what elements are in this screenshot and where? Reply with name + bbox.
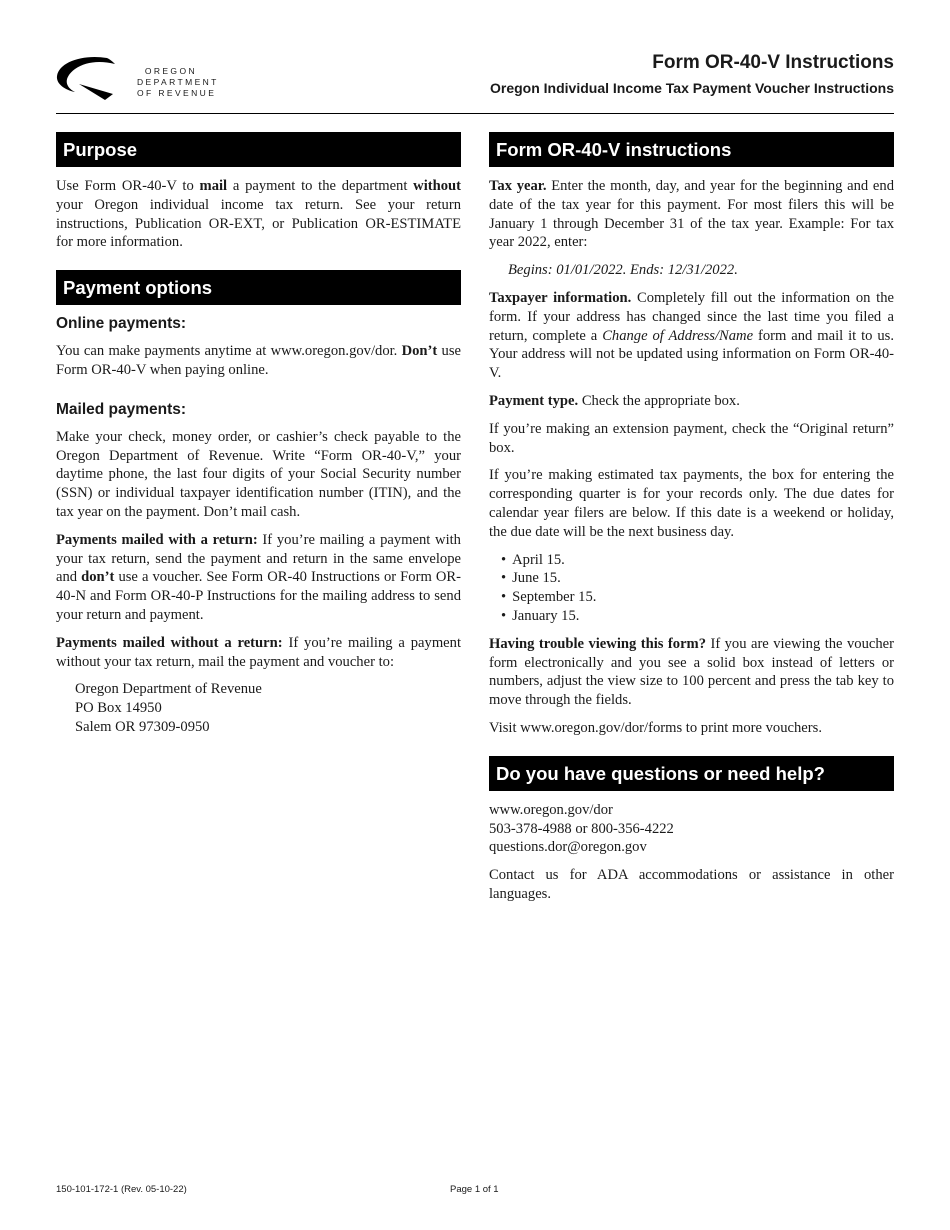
purpose-paragraph: Use Form OR-40-V to mail a payment to the department without your Oregon individual income tax return. See your return instructions, Publication OR-EXT, or Publication OR-ESTIMATE for more information.: [56, 178, 461, 251]
ada-paragraph: Contact us for ADA accommodations or assistance in other languages.: [489, 867, 894, 902]
mailed-payments-paragraph: Make your check, money order, or cashier’s check payable to the Oregon Department of Revenue. Write “Form OR-40-V,” your daytime phone, the last four digits of your Social Security number (SSN) or individual taxpayer identification number (ITIN), and the tax year on the payment. Don’t mail cash.: [56, 428, 461, 520]
taxpayer-info-paragraph: Taxpayer information. Completely fill out the information on the form. If your address has changed since the last time you filed a return, complete a Change of Address/Name form and mail it to us. Your address will not be updated using information on Form OR-40-V.: [489, 289, 894, 382]
list-item: • January 15.: [501, 607, 894, 626]
tax-year-paragraph: Tax year. Enter the month, day, and year for the beginning and end date of the tax year for this payment. For most filers this will be January 1 through December 31 of the tax year. Example: For tax year 2022, enter:: [489, 178, 894, 251]
address-line: Oregon Department of Revenue: [75, 681, 262, 698]
list-item: • April 15.: [501, 551, 894, 570]
form-number: 150-101-172-1 (Rev. 05-10-22): [56, 1184, 187, 1195]
tax-year-example: Begins: 01/01/2022. Ends: 12/31/2022.: [508, 262, 738, 279]
contact-info: [489, 801, 894, 857]
contact-phone: 503-378-4988 or 800-356-4222: [489, 820, 674, 837]
address-line: PO Box 14950: [75, 700, 162, 717]
contact-email: questions.dor@oregon.gov: [489, 839, 647, 856]
trouble-viewing-paragraph: Having trouble viewing this form? If you are viewing the voucher form electronically and you see a solid box instead of letters or numbers, adjust the view size to 100 percent and press the tab key to move through the fields.: [489, 635, 894, 709]
payment-type-paragraph: Payment type. Check the appropriate box.: [489, 392, 740, 409]
page-subtitle: Oregon Individual Income Tax Payment Voucher Instructions: [489, 80, 894, 96]
purpose-heading: Purpose: [56, 132, 461, 167]
estimated-payment-paragraph: If you’re making estimated tax payments, the box for entering the corresponding quarter is for your records only. The due dates for calendar year filers are below. If this date is a weekend or holiday, the due date will be the next business day.: [489, 467, 894, 540]
list-item: • September 15.: [501, 588, 894, 607]
header-divider: [56, 113, 894, 114]
left-column: [56, 132, 461, 737]
extension-payment-paragraph: If you’re making an extension payment, check the “Original return” box.: [489, 420, 894, 456]
right-column: [489, 132, 894, 913]
mailed-payments-heading: Mailed payments:: [56, 400, 187, 418]
contact-website: www.oregon.gov/dor: [489, 801, 613, 818]
oregon-dor-swoosh-icon: [55, 54, 135, 102]
list-item: • June 15.: [501, 569, 894, 588]
page-number: Page 1 of 1: [450, 1184, 499, 1195]
page-title: Form OR-40-V Instructions: [652, 52, 894, 73]
logo-line-3: OF REVENUE: [137, 88, 217, 98]
instructions-heading: Form OR-40-V instructions: [489, 132, 894, 167]
oregon-dor-logo: [55, 54, 219, 104]
address-line: Salem OR 97309-0950: [75, 718, 210, 735]
due-dates-list: [501, 551, 894, 626]
help-heading: Do you have questions or need help?: [489, 756, 894, 791]
online-payments-heading: Online payments:: [56, 315, 187, 333]
payment-options-heading: Payment options: [56, 270, 461, 305]
online-payments-paragraph: You can make payments anytime at www.oregon.gov/dor. Don’t use Form OR-40-V when paying online.: [56, 343, 461, 378]
logo-line-1: OREGON: [144, 66, 197, 76]
mailed-with-return-paragraph: Payments mailed with a return: If you’re mailing a payment with your tax return, send the payment and return in the same envelope and don’t use a voucher. See Form OR-40 Instructions or Form OR-40-N and Form OR-40-P Instructions for the mailing address to send your return and payment.: [56, 531, 461, 623]
visit-vouchers-paragraph: Visit www.oregon.gov/dor/forms to print more vouchers.: [489, 719, 822, 736]
mailed-without-return-paragraph: Payments mailed without a return: If you’re mailing a payment without your tax return, mail the payment and voucher to:: [56, 634, 461, 670]
logo-line-2: DEPARTMENT: [137, 77, 219, 87]
mailing-address: [56, 680, 461, 736]
